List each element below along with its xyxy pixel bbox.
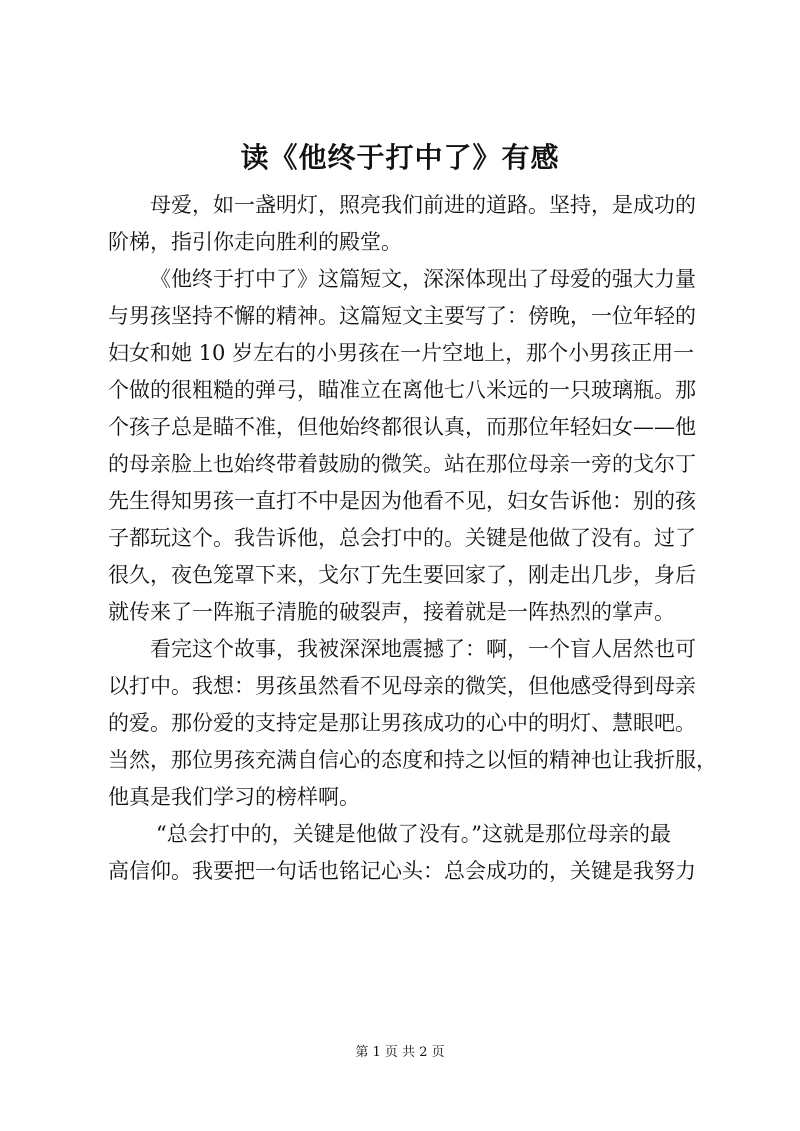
document-body bbox=[108, 187, 717, 890]
paragraph-line: 高信仰。我要把一句话也铭记心头：总会成功的，关键是我努力 bbox=[108, 859, 696, 883]
paragraph-line: 很久，夜色笼罩下来，戈尔丁先生要回家了，刚走出几步，身后 bbox=[108, 563, 696, 587]
paragraph-line: 母爱，如一盏明灯，照亮我们前进的道路。坚持，是成功的 bbox=[150, 193, 696, 217]
paragraph-line: 妇女和她 10 岁左右的小男孩在一片空地上，那个小男孩正用一 bbox=[108, 341, 695, 365]
paragraph-line: 阶梯，指引你走向胜利的殿堂。 bbox=[108, 230, 402, 254]
paragraph-line: 子都玩这个。我告诉他，总会打中的。关键是他做了没有。过了 bbox=[108, 526, 696, 550]
paragraph-line: 他真是我们学习的榜样啊。 bbox=[108, 785, 360, 809]
document-title: 读《他终于打中了》有感 bbox=[240, 141, 560, 174]
paragraph-line: 看完这个故事，我被深深地震撼了：啊，一个盲人居然也可 bbox=[150, 637, 696, 661]
paragraph-line: 个做的很粗糙的弹弓，瞄准立在离他七八米远的一只玻璃瓶。那 bbox=[108, 378, 696, 402]
paragraph-line: 当然，那位男孩充满自信心的态度和持之以恒的精神也让我折服， bbox=[108, 748, 717, 772]
paragraph-line: 的母亲脸上也始终带着鼓励的微笑。站在那位母亲一旁的戈尔丁 bbox=[108, 452, 696, 476]
paragraph-line: 以打中。我想：男孩虽然看不见母亲的微笑，但他感受得到母亲 bbox=[108, 674, 696, 698]
paragraph-line: “总会打中的，关键是他做了没有。”这就是那位母亲的最 bbox=[156, 822, 671, 846]
paragraph-line: 的爱。那份爱的支持定是那让男孩成功的心中的明灯、慧眼吧。 bbox=[108, 711, 696, 735]
page-footer: 第 1 页 共 2 页 bbox=[355, 1045, 445, 1060]
paragraph-line: 个孩子总是瞄不准，但他始终都很认真，而那位年轻妇女——他 bbox=[108, 415, 696, 439]
paragraph-line: 与男孩坚持不懈的精神。这篇短文主要写了：傍晚，一位年轻的 bbox=[108, 304, 696, 328]
paragraph-line: 先生得知男孩一直打不中是因为他看不见，妇女告诉他：别的孩 bbox=[108, 489, 696, 513]
paragraph-line: 就传来了一阵瓶子清脆的破裂声，接着就是一阵热烈的掌声。 bbox=[108, 600, 675, 624]
paragraph-line: 《他终于打中了》这篇短文，深深体现出了母爱的强大力量 bbox=[150, 267, 696, 291]
